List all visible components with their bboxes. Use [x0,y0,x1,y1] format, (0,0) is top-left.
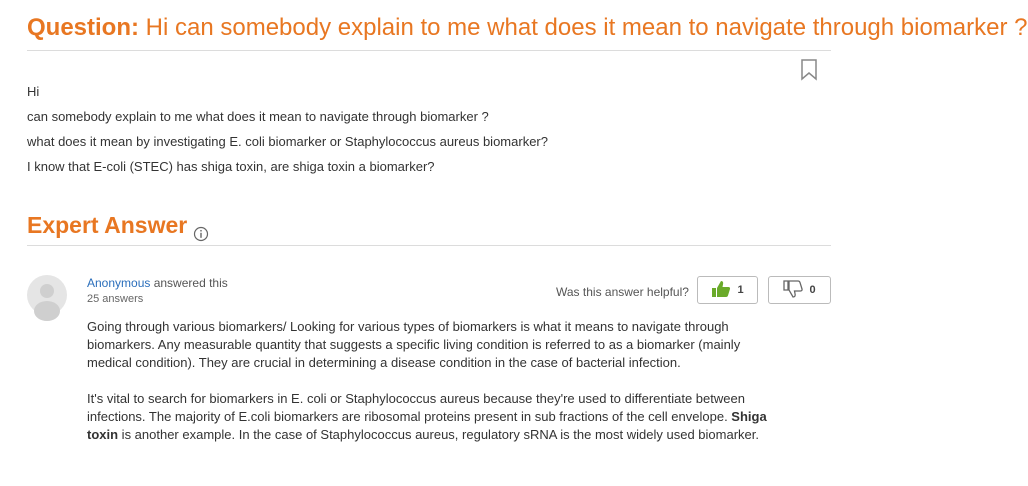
info-icon[interactable] [193,219,209,235]
question-title-text: Hi can somebody explain to me what does it mean to navigate through biomarker ? [139,14,1028,41]
answer-paragraph: Going through various biomarkers/ Looking for various types of biomarkers is what it means to navigate through biomarkers. Any measurable quantity that suggests a specific living condition is referred to as a biomarker (mainly medical condition). They are crucial in determining a disease condition in the case of bacterial infection. [87,319,741,370]
question-label: Question: [27,14,139,41]
question-body [27,82,548,182]
answer-text: It's vital to search for biomarkers in E. coli or Staphylococcus aureus because they're used to differentiate between infections. The majority of E.coli biomarkers are ribosomal proteins present in sub fractions of the cell envelope. [87,391,745,424]
bookmark-icon[interactable] [800,59,818,81]
answer-bold-term: Shiga toxin [87,409,767,442]
helpful-prompt: Was this answer helpful? [556,285,689,299]
expert-answer-heading [27,210,209,240]
question-line: can somebody explain to me what does it mean to navigate through biomarker ? [27,109,489,124]
thumbs-up-button[interactable] [697,276,758,304]
divider [27,245,831,246]
question-line: what does it mean by investigating E. coli biomarker or Staphylococcus aureus biomarker? [27,134,548,149]
answer-paragraph [87,390,777,444]
author-suffix: answered this [150,276,228,290]
thumbs-down-count: 0 [809,284,816,296]
question-line: I know that E-coli (STEC) has shiga toxin, are shiga toxin a biomarker? [27,159,435,174]
expert-answer-title: Expert Answer [27,212,188,238]
thumbs-up-count: 1 [737,284,744,296]
answers-count: 25 answers [87,293,144,305]
question-line: Hi [27,84,40,99]
thumbs-up-icon [711,280,737,301]
answer-author [87,276,228,290]
divider [27,50,831,51]
question-title [27,12,1028,44]
author-name-link[interactable]: Anonymous [87,276,151,290]
thumbs-down-button[interactable] [768,276,831,304]
avatar [27,275,67,315]
answer-body [87,318,777,462]
answer-text: is another example. In the case of Staphylococcus aureus, regulatory sRNA is the most widely used biomarker. [118,427,759,442]
thumbs-down-icon [783,280,809,301]
